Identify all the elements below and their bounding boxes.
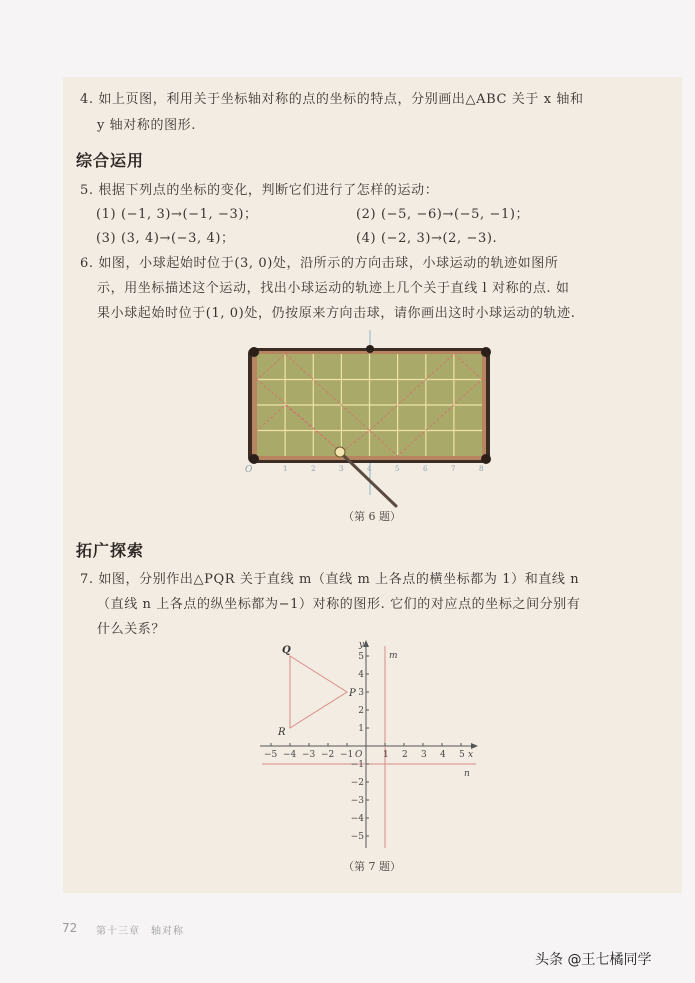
svg-text:4: 4 bbox=[367, 465, 372, 473]
problem-7-line-2: （直线 n 上各点的纵坐标都为−1）对称的图形. 它们的对应点的坐标之间分别有 bbox=[97, 597, 581, 612]
problem-4-line-1: 4. 如上页图，利用关于坐标轴对称的点的坐标的特点，分别画出△ABC 关于 x 轴和 bbox=[80, 92, 584, 107]
page-number: 72 bbox=[62, 921, 78, 935]
svg-text:7: 7 bbox=[451, 465, 456, 473]
svg-text:2: 2 bbox=[402, 750, 408, 760]
billiard-table-figure bbox=[230, 330, 500, 520]
svg-text:1: 1 bbox=[358, 724, 364, 734]
svg-text:y: y bbox=[358, 640, 364, 650]
origin-label: O bbox=[245, 465, 253, 475]
point-r-label: R bbox=[278, 727, 286, 738]
problem-6-line-2: 示，用坐标描述这个运动，找出小球运动的轨迹上几个关于直线 l 对称的点. 如 bbox=[97, 281, 570, 296]
point-q-label: Q bbox=[282, 645, 291, 656]
svg-text:5: 5 bbox=[459, 750, 465, 760]
line-m-label: m bbox=[389, 651, 398, 661]
problem-5-stem: 5. 根据下列点的坐标的变化，判断它们进行了怎样的运动： bbox=[80, 183, 439, 198]
line-n-label: n bbox=[464, 769, 470, 779]
svg-text:4: 4 bbox=[358, 670, 364, 680]
svg-text:3: 3 bbox=[358, 688, 364, 698]
problem-5-item-3: (3) (3, 4)→(−3, 4)； bbox=[96, 231, 235, 246]
problem-7-line-3: 什么关系？ bbox=[97, 622, 166, 637]
problem-7-line-1: 7. 如图，分别作出△PQR 关于直线 m（直线 m 上各点的横坐标都为 1）和直线 n bbox=[80, 572, 580, 587]
triangle-pqr bbox=[290, 656, 347, 728]
figure-6-caption: （第 6 题） bbox=[343, 510, 401, 523]
svg-text:5: 5 bbox=[395, 465, 400, 473]
svg-text:−2: −2 bbox=[350, 778, 364, 788]
x-tick-labels bbox=[264, 750, 473, 760]
cue-ball bbox=[335, 447, 345, 457]
problem-5-item-4: (4) (−2, 3)→(2, −3). bbox=[356, 231, 498, 246]
problem-5-item-2: (2) (−5, −6)→(−5, −1)； bbox=[356, 207, 530, 222]
y-tick-labels bbox=[351, 640, 365, 842]
coordinate-plane-figure bbox=[250, 636, 490, 856]
svg-text:3: 3 bbox=[339, 465, 344, 473]
svg-text:−5: −5 bbox=[350, 832, 364, 842]
watermark: 头条 @王七橘同学 bbox=[535, 952, 652, 968]
figure-7-caption: （第 7 题） bbox=[343, 860, 401, 873]
svg-text:O: O bbox=[355, 750, 363, 760]
problem-5-item-1: (1) (−1, 3)→(−1, −3)； bbox=[96, 207, 258, 222]
x-tick-labels bbox=[283, 465, 483, 473]
svg-text:−1: −1 bbox=[340, 750, 354, 760]
svg-text:2: 2 bbox=[311, 465, 316, 473]
svg-text:−3: −3 bbox=[302, 750, 316, 760]
svg-text:8: 8 bbox=[479, 465, 484, 473]
svg-text:6: 6 bbox=[423, 465, 428, 473]
svg-text:−1: −1 bbox=[350, 760, 364, 770]
point-p-label: P bbox=[349, 688, 356, 699]
svg-text:1: 1 bbox=[383, 750, 389, 760]
chapter-title: 第十三章 轴对称 bbox=[96, 926, 184, 937]
svg-text:−4: −4 bbox=[350, 814, 364, 824]
svg-text:−3: −3 bbox=[350, 796, 364, 806]
section-title-extension: 拓广探索 bbox=[76, 541, 145, 560]
svg-text:x: x bbox=[468, 750, 474, 760]
svg-text:−5: −5 bbox=[264, 750, 278, 760]
problem-6-line-3: 果小球起始时位于(1, 0)处，仍按原来方向击球，请你画出这时小球运动的轨迹. bbox=[97, 306, 576, 321]
svg-text:−2: −2 bbox=[321, 750, 335, 760]
svg-text:−4: −4 bbox=[283, 750, 297, 760]
problem-6-line-1: 6. 如图，小球起始时位于(3, 0)处，沿所示的方向击球，小球运动的轨迹如图所 bbox=[80, 256, 559, 271]
svg-text:1: 1 bbox=[283, 465, 288, 473]
svg-text:5: 5 bbox=[358, 652, 364, 662]
svg-text:3: 3 bbox=[421, 750, 427, 760]
svg-text:2: 2 bbox=[358, 706, 364, 716]
svg-text:4: 4 bbox=[440, 750, 446, 760]
problem-4-line-2: y 轴对称的图形. bbox=[97, 118, 197, 133]
section-title-comprehensive: 综合运用 bbox=[76, 151, 145, 170]
